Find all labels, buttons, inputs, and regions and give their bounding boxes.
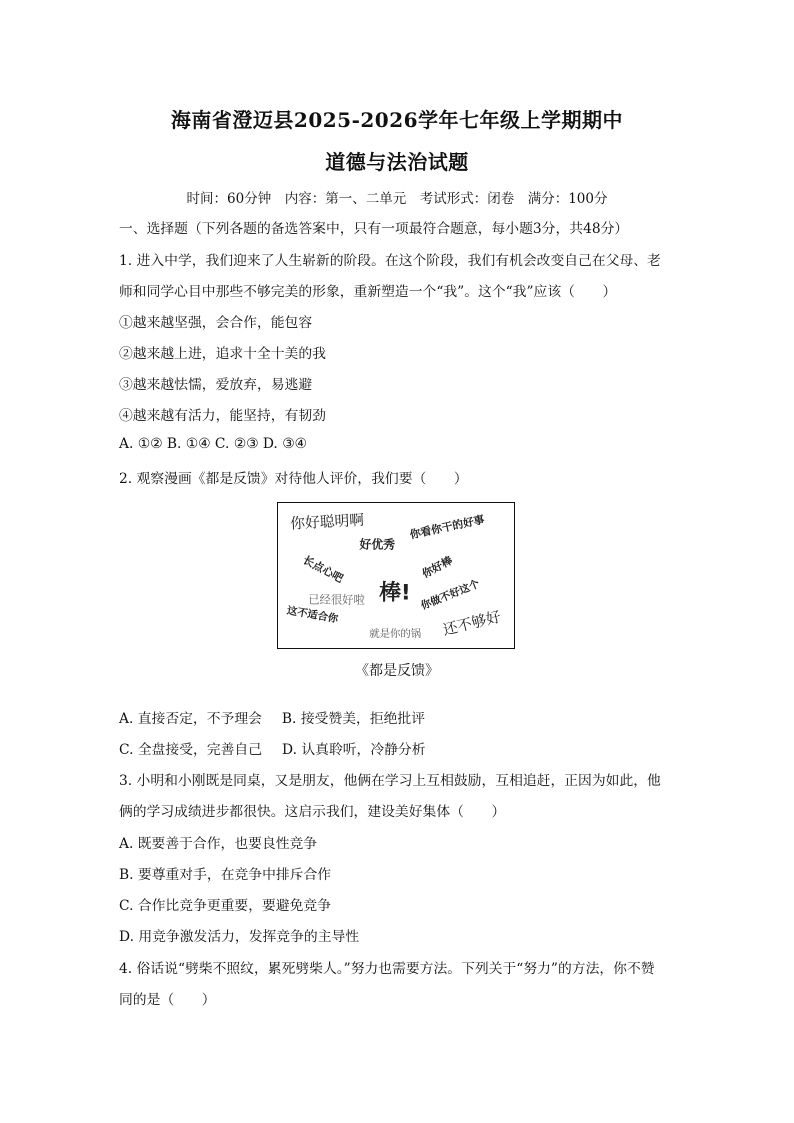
cartoon-word: 你好棒: [419, 553, 455, 581]
cartoon-caption: 《都是反馈》: [355, 663, 439, 679]
cartoon-word: 好优秀: [359, 537, 396, 552]
q3-option-c: C. 合作比竞争更重要，要避免竞争: [119, 898, 331, 914]
q4-stem-line2: 同的是（ ）: [119, 992, 216, 1008]
q2-option-b: B. 接受赞美，拒绝批评: [281, 711, 426, 727]
exam-title: 海南省澄迈县2025-2026学年七年级上学期期中: [170, 108, 624, 132]
exam-subject-title: 道德与法治试题: [325, 150, 469, 174]
cartoon-word: 还不够好: [441, 608, 503, 640]
q1-stem-line1: 1. 进入中学，我们迎来了人生崭新的阶段。在这个阶段，我们有机会改变自己在父母、老: [119, 253, 661, 269]
q3-option-b: B. 要尊重对手，在竞争中排斥合作: [119, 867, 332, 883]
section-heading: 一、选择题（下列各题的备选答案中，只有一项最符合题意，每小题3分，共48分）: [119, 221, 629, 237]
cartoon-word: 就是你的锅: [369, 628, 422, 641]
q3-stem-line2: 俩的学习成绩进步都很快。这启示我们，建设美好集体（ ）: [119, 804, 506, 820]
q1-stem-line2: 师和同学心目中那些不够完美的形象，重新塑造一个“我”。这个“我”应该（ ）: [119, 284, 617, 300]
cartoon-word: 这不适合你: [285, 604, 340, 626]
q2-option-c: C. 全盘接受，完善自己: [119, 742, 263, 758]
q2-options-row1: [119, 707, 425, 727]
cartoon-word: 你好聪明啊: [289, 511, 365, 533]
q3-stem-line1: 3. 小明和小刚既是同桌，又是朋友，他俩在学习上互相鼓励，互相追赶，正因为如此，他: [119, 773, 661, 789]
cartoon-word: 长点心吧: [300, 553, 346, 586]
q1-item-4: ④越来越有活力，能坚持，有韧劲: [119, 408, 326, 424]
q1-options: A. ①② B. ①④ C. ②③ D. ③④: [119, 436, 307, 452]
q3-option-d: D. 用竞争激发活力，发挥竞争的主导性: [119, 929, 360, 945]
feedback-cartoon: [277, 502, 515, 649]
q2-stem: 2. 观察漫画《都是反馈》对待他人评价，我们要（ ）: [119, 471, 468, 487]
q1-item-1: ①越来越坚强，会合作，能包容: [119, 315, 313, 331]
q1-item-3: ③越来越怯懦，爱放弃，易逃避: [119, 377, 313, 393]
cartoon-word: 棒!: [379, 580, 411, 606]
q4-stem-line1: 4. 俗话说“劈柴不照纹，累死劈柴人。”努力也需要方法。下列关于“努力”的方法，你不赞: [119, 961, 655, 977]
cartoon-canvas: [278, 503, 514, 648]
q2-options-row2: [119, 738, 426, 758]
cartoon-word: 你看你干的好事: [408, 512, 486, 542]
q2-option-d: D. 认真聆听，冷静分析: [282, 742, 426, 758]
cartoon-word: 你做不好这个: [419, 577, 482, 613]
q1-item-2: ②越来越上进，追求十全十美的我: [119, 346, 326, 362]
cartoon-word: 已经很好啦: [308, 592, 365, 607]
exam-meta: 时间：60分钟 内容：第一、二单元 考试形式：闭卷 满分：100分: [186, 191, 608, 207]
q3-option-a: A. 既要善于合作，也要良性竞争: [119, 836, 318, 852]
q2-option-a: A. 直接否定，不予理会: [119, 711, 262, 727]
